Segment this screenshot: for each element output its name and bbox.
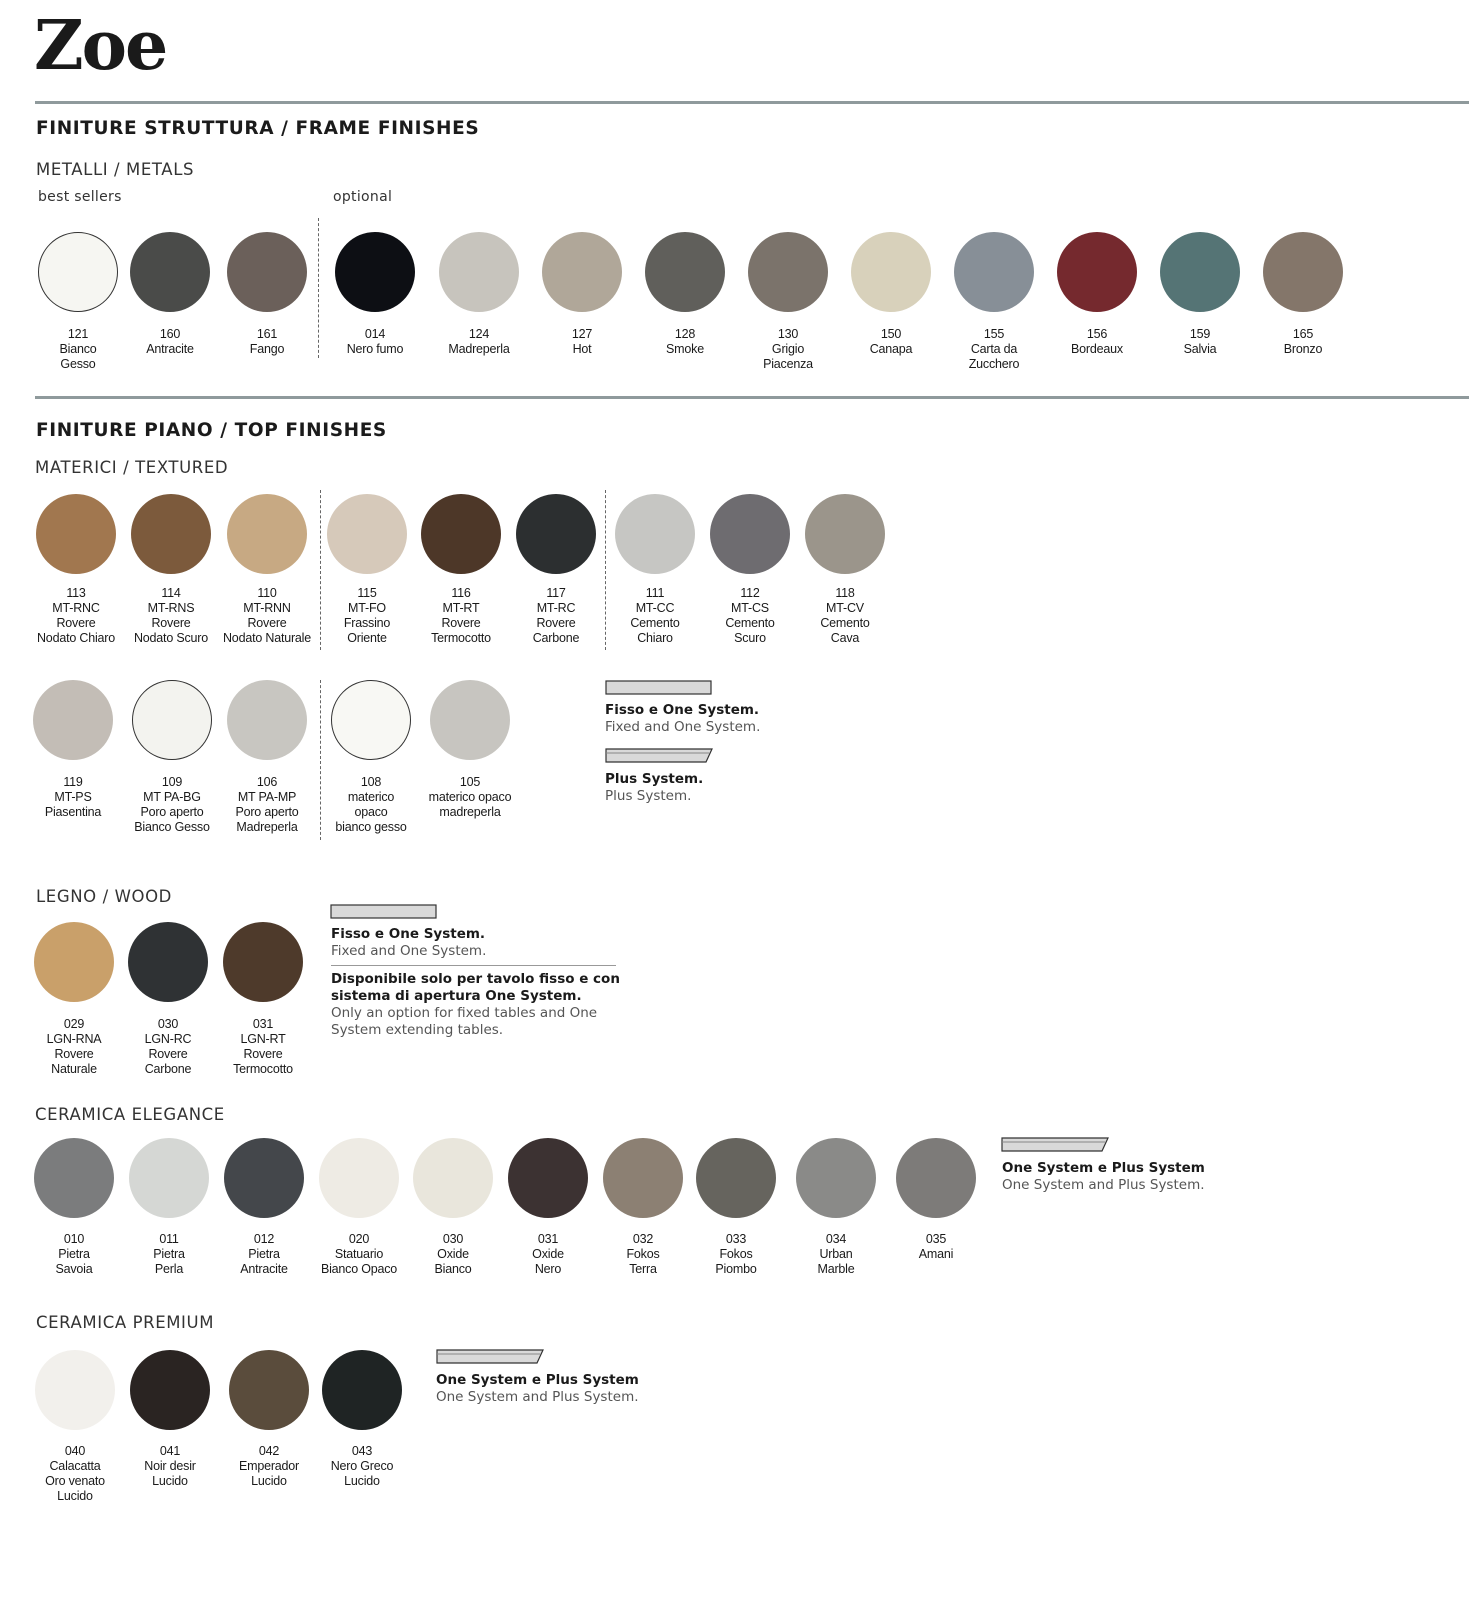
finish-name: Emperador Lucido: [238, 1459, 300, 1488]
finish-name: Pietra Perla: [153, 1247, 185, 1276]
finish-name: MT PA-BG Poro aperto Bianco Gesso: [134, 790, 210, 834]
textured-info-fixed: [605, 702, 760, 736]
finish-code: 040: [64, 1444, 86, 1458]
wood-heading: LEGNO / WOOD: [36, 887, 172, 906]
finish-code: 111: [645, 586, 665, 600]
finish-code: 031: [252, 1017, 274, 1031]
wood-info-note: [331, 971, 621, 1039]
info-bold: Fisso e One System.: [331, 926, 486, 942]
swatch-035[interactable]: [866, 1138, 1006, 1262]
finish-name: Oxide Nero: [532, 1247, 564, 1276]
page-title: Zoe: [34, 6, 167, 86]
finish-name: Urban Marble: [817, 1247, 855, 1276]
beveled-edge-profile-icon: [436, 1349, 546, 1367]
finish-code: 113: [66, 586, 86, 600]
swatch-118[interactable]: [775, 494, 915, 646]
finish-name: LGN-RNA Rovere Naturale: [46, 1032, 102, 1076]
finish-code: 035: [925, 1232, 947, 1246]
ceramica-premium-heading: CERAMICA PREMIUM: [36, 1313, 215, 1332]
swatch-105[interactable]: [400, 680, 540, 820]
finish-code: 128: [674, 327, 696, 341]
info-note-normal: Only an option for fixed tables and One System extending tables.: [331, 1005, 598, 1038]
finish-name: Nero fumo: [346, 342, 404, 356]
finish-name: MT-RNS Rovere Nodato Scuro: [133, 601, 209, 645]
metals-heading: METALLI / METALS: [36, 160, 195, 179]
finish-color-circle: [430, 680, 510, 760]
finish-code: 012: [253, 1232, 275, 1246]
finish-name: LGN-RC Rovere Carbone: [144, 1032, 192, 1076]
finish-code: 116: [451, 586, 471, 600]
finish-code: 033: [725, 1232, 747, 1246]
top-finishes-heading: FINITURE PIANO / TOP FINISHES: [36, 420, 387, 441]
info-normal: Fixed and One System.: [605, 719, 761, 735]
finish-name: MT PA-MP Poro aperto Madreperla: [235, 790, 299, 834]
finish-color-circle: [542, 232, 622, 312]
info-bold: One System e Plus System: [1002, 1160, 1205, 1176]
finish-code: 121: [67, 327, 89, 341]
finish-name: Pietra Savoia: [55, 1247, 93, 1276]
finish-name: Hot: [572, 342, 592, 356]
wood-info-fixed: [331, 926, 486, 960]
textured-heading: MATERICI / TEXTURED: [35, 458, 229, 477]
finish-code: 112: [740, 586, 760, 600]
swatch-165[interactable]: [1233, 232, 1373, 357]
finish-name: materico opaco madreperla: [428, 790, 512, 819]
finish-color-circle: [33, 680, 113, 760]
finish-name: Antracite: [146, 342, 194, 356]
finish-name: Carta da Zucchero: [968, 342, 1020, 371]
elegance-info: [1002, 1160, 1205, 1194]
finish-code: 130: [777, 327, 799, 341]
beveled-edge-profile-icon: [1001, 1137, 1111, 1155]
finish-color-circle: [954, 232, 1034, 312]
finish-color-circle: [331, 680, 411, 760]
finish-code: 156: [1086, 327, 1108, 341]
finish-code: 115: [357, 586, 377, 600]
finish-name: Bordeaux: [1071, 342, 1123, 356]
info-divider: [331, 965, 616, 966]
finish-color-circle: [516, 494, 596, 574]
finish-name: MT-CS Cemento Scuro: [725, 601, 775, 645]
finish-code: 034: [825, 1232, 847, 1246]
finish-code: 118: [835, 586, 855, 600]
info-bold: Fisso e One System.: [605, 702, 760, 718]
finish-color-circle: [322, 1350, 402, 1430]
finish-name: Fango: [249, 342, 285, 356]
finish-code: 124: [468, 327, 490, 341]
finish-name: Grigio Piacenza: [763, 342, 813, 371]
finish-code: 010: [63, 1232, 85, 1246]
finish-code: 105: [459, 775, 481, 789]
finish-name: Nero Greco Lucido: [330, 1459, 394, 1488]
finish-code: 031: [537, 1232, 559, 1246]
premium-info: [436, 1372, 639, 1406]
finish-color-circle: [227, 232, 307, 312]
info-normal: Plus System.: [605, 788, 692, 804]
finish-name: MT-CV Cemento Cava: [820, 601, 870, 645]
finish-code: 032: [632, 1232, 654, 1246]
finish-name: Bronzo: [1283, 342, 1323, 356]
finish-color-circle: [227, 680, 307, 760]
optional-label: optional: [333, 189, 393, 205]
finish-color-circle: [796, 1138, 876, 1218]
finish-code: 119: [63, 775, 83, 789]
info-note-bold: Disponibile solo per tavolo fisso e con sistema di apertura One System.: [331, 971, 620, 1004]
finish-code: 029: [63, 1017, 85, 1031]
textured-info-plus: [605, 771, 703, 805]
finish-name: Amani: [918, 1247, 954, 1261]
finish-code: 109: [161, 775, 183, 789]
finish-code: 155: [983, 327, 1005, 341]
finish-code: 117: [546, 586, 566, 600]
finish-code: 160: [159, 327, 181, 341]
info-bold: One System e Plus System: [436, 1372, 639, 1388]
finish-color-circle: [805, 494, 885, 574]
finish-color-circle: [227, 494, 307, 574]
finish-name: LGN-RT Rovere Termocotto: [233, 1032, 293, 1076]
finish-code: 042: [258, 1444, 280, 1458]
info-normal: One System and Plus System.: [436, 1389, 639, 1405]
finish-color-circle: [439, 232, 519, 312]
info-bold: Plus System.: [605, 771, 704, 787]
finish-name: MT-RC Rovere Carbone: [532, 601, 580, 645]
finish-name: MT-CC Cemento Chiaro: [630, 601, 680, 645]
finish-code: 030: [442, 1232, 464, 1246]
finish-name: Madreperla: [448, 342, 510, 356]
finish-color-circle: [696, 1138, 776, 1218]
frame-finishes-heading: FINITURE STRUTTURA / FRAME FINISHES: [36, 118, 480, 139]
finish-color-circle: [645, 232, 725, 312]
finish-name: Salvia: [1183, 342, 1217, 356]
finish-name: MT-RT Rovere Termocotto: [431, 601, 491, 645]
finish-color-circle: [851, 232, 931, 312]
finish-code: 159: [1189, 327, 1211, 341]
finish-name: Oxide Bianco: [434, 1247, 472, 1276]
best-sellers-label: best sellers: [38, 189, 122, 205]
straight-edge-profile-icon: [330, 904, 440, 922]
section-divider: [35, 396, 1469, 399]
beveled-edge-profile-icon: [605, 748, 715, 766]
finish-code: 127: [571, 327, 593, 341]
finish-name: Pietra Antracite: [240, 1247, 288, 1276]
finish-code: 011: [159, 1232, 179, 1246]
ceramica-elegance-heading: CERAMICA ELEGANCE: [35, 1105, 225, 1124]
finish-color-circle: [335, 232, 415, 312]
finish-color-circle: [1263, 232, 1343, 312]
finish-name: Fokos Piombo: [715, 1247, 757, 1276]
info-normal: One System and Plus System.: [1002, 1177, 1205, 1193]
info-normal: Fixed and One System.: [331, 943, 487, 959]
finish-name: MT-FO Frassino Oriente: [343, 601, 391, 645]
finish-name: MT-PS Piasentina: [44, 790, 102, 819]
finish-code: 041: [159, 1444, 181, 1458]
finish-color-circle: [1160, 232, 1240, 312]
finish-name: Calacatta Oro venato Lucido: [45, 1459, 105, 1503]
finish-name: Noir desir Lucido: [144, 1459, 196, 1488]
finish-name: MT-RNC Rovere Nodato Chiaro: [36, 601, 115, 645]
finish-code: 150: [880, 327, 902, 341]
finish-code: 165: [1292, 327, 1314, 341]
finish-color-circle: [130, 1350, 210, 1430]
finish-name: Statuario Bianco Opaco: [320, 1247, 398, 1276]
swatch-031[interactable]: [193, 922, 333, 1077]
finish-color-circle: [223, 922, 303, 1002]
finish-name: Fokos Terra: [626, 1247, 660, 1276]
straight-edge-profile-icon: [605, 680, 715, 698]
finish-name: Canapa: [869, 342, 913, 356]
finish-color-circle: [1057, 232, 1137, 312]
finish-color-circle: [896, 1138, 976, 1218]
finish-code: 161: [256, 327, 278, 341]
finish-code: 014: [364, 327, 386, 341]
finish-code: 043: [351, 1444, 373, 1458]
finish-color-circle: [748, 232, 828, 312]
finish-name: materico opaco bianco gesso: [335, 790, 407, 834]
section-divider: [35, 101, 1469, 104]
finish-name: Bianco Gesso: [59, 342, 97, 371]
finish-name: Smoke: [666, 342, 704, 356]
finish-code: 108: [360, 775, 382, 789]
finish-code: 106: [256, 775, 278, 789]
finish-code: 114: [161, 586, 181, 600]
finish-code: 020: [348, 1232, 370, 1246]
finish-name: MT-RNN Rovere Nodato Naturale: [222, 601, 312, 645]
finish-code: 030: [157, 1017, 179, 1031]
swatch-043[interactable]: [292, 1350, 432, 1489]
finish-code: 110: [257, 586, 277, 600]
